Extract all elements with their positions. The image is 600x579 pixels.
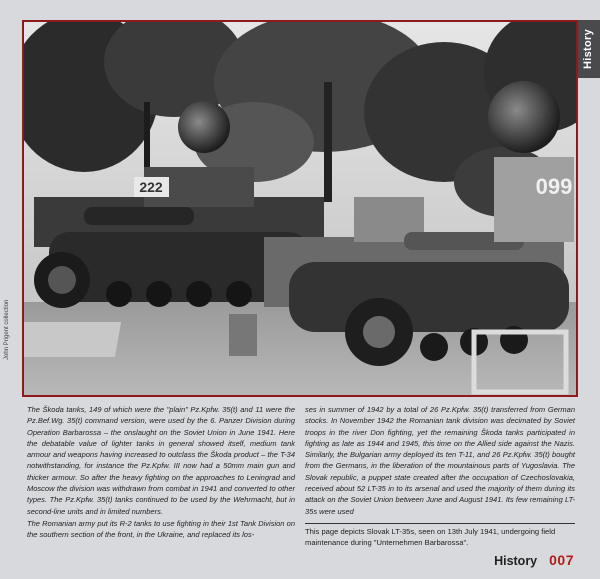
right-tank-number: 099 [535, 174, 573, 199]
section-tab-label: History [582, 29, 594, 69]
caption-divider [305, 523, 575, 524]
page-number: 007 [549, 552, 574, 568]
footer-section-label: History [494, 554, 538, 568]
section-tab [576, 20, 600, 78]
left-tank-number: 222 [139, 179, 163, 195]
body-text-right-column [305, 404, 575, 518]
photo-credit: John Prigent collection [4, 299, 10, 360]
body-paragraph: The Romanian army put its R-2 tanks to use fighting in their 1st Tank Division on the southern section of the front, in the Ukraine, and replaced its los- [27, 518, 295, 540]
body-text-left-column [27, 404, 295, 542]
tank-photograph [22, 20, 578, 397]
page-footer [494, 552, 574, 568]
photo-caption: This page depicts Slovak LT-35s, seen on 13th July 1941, undergoing field maintenance during "Unternehmen Barbarossa". [305, 527, 556, 547]
body-paragraph: ses in summer of 1942 by a total of 26 Pz.Kpfw. 35(t) transferred from German stocks. In November 1942 the Romanian tank division was decimated by Soviet troops in the river Don fighting, yet the remaining Škoda tanks participated in fighting as late as 1944 and 1945, this time on the Allied side against the Nazis. Similarly, the Bulgarian army deployed its ten T-11, and 26 Pz.Kpfw. 35(t) bought from the Germans, in the liberation of the mountainous parts of Yugoslavia. The Slovak republic, a puppet state created after the occupation of Czechoslovakia, received about 52 LT-35 in to its arsenal and used the majority of them during its attack on the Soviet Union between June and August 1941. Its few remaining LT-35s were used [305, 405, 575, 516]
body-paragraph: The Škoda tanks, 149 of which were the "plain" Pz.Kpfw. 35(t) and 11 were the Pz.Bef.Wg. 35(t) command version, were used by the 6. Panzer Division during Operation Barbarossa – the onslaught on the Soviet Union in June 1941. Here the debatable value of lighter tanks in general showed itself, medium tank armour and weapons having increased to outclass the Škoda product – the T-34 notwithstanding, for instance the Pz.Kpfw. III now had a 50mm main gun and thicker armour. So after the heavy fighting on the approaches to Leningrad and Moscow the division was withdrawn from combat in 1941 and converted to other types. The Pz.Kpfw. 35(t) tanks continued to be used by the Wehrmacht, but in second-line units and in limited numbers. [27, 405, 295, 516]
